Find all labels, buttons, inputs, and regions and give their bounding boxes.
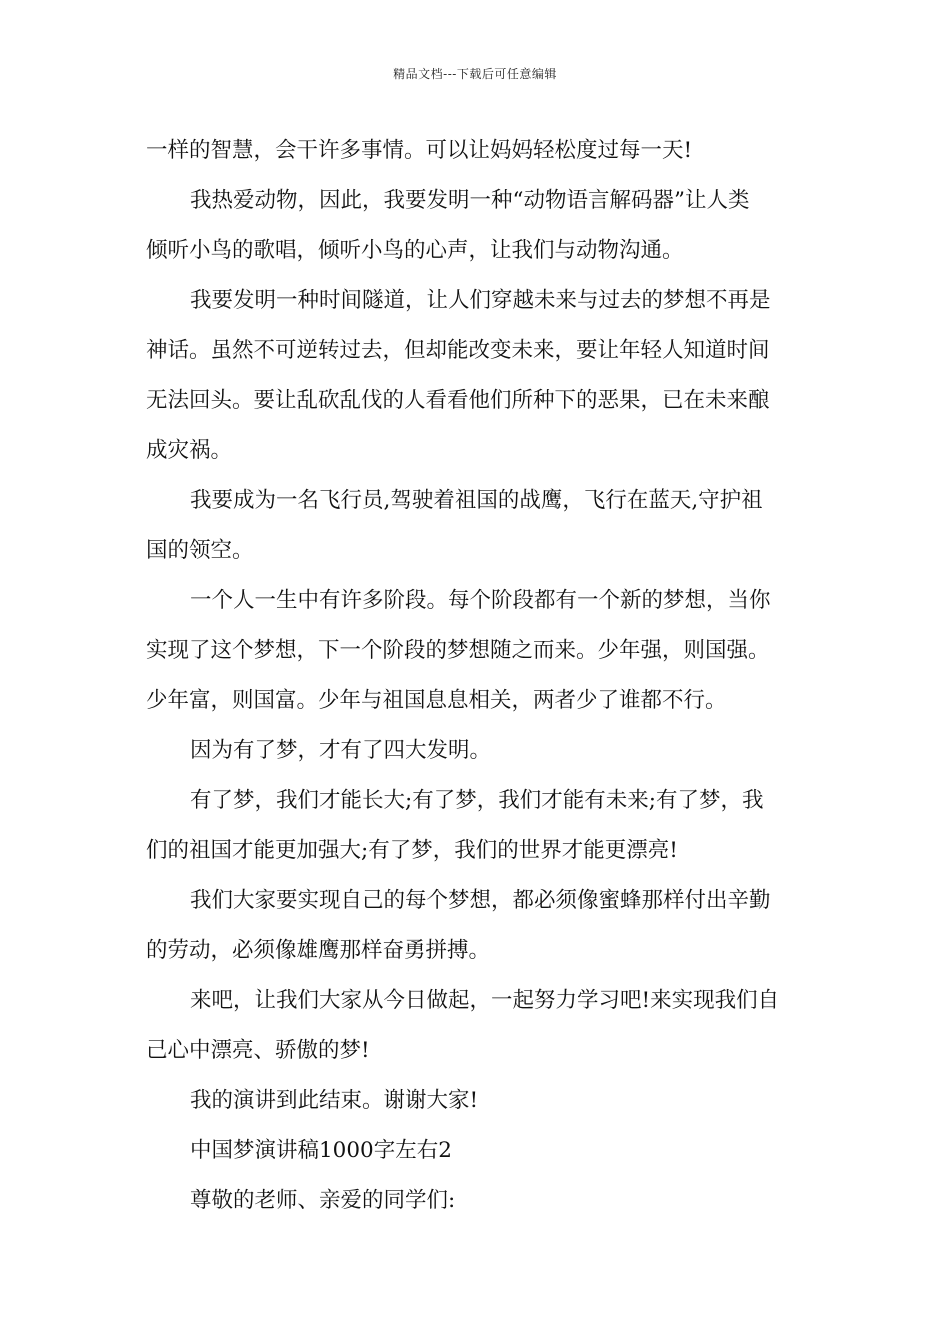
- text-line: 有了梦，我们才能长大;有了梦，我们才能有未来;有了梦，我: [190, 788, 764, 813]
- paragraph: [146, 276, 810, 476]
- text-line: 中国梦演讲稿1000字左右2: [190, 1138, 452, 1163]
- paragraph: [146, 776, 810, 876]
- text-line: 尊敬的老师、亲爱的同学们:: [190, 1188, 456, 1213]
- text-line: 倾听小鸟的歌唱，倾听小鸟的心声，让我们与动物沟通。: [146, 238, 684, 263]
- text-line: 一个人一生中有许多阶段。每个阶段都有一个新的梦想，当你: [190, 588, 771, 613]
- text-line: 无法回头。要让乱砍乱伐的人看看他们所种下的恶果，已在未来酿: [146, 388, 770, 413]
- paragraph: [146, 476, 810, 576]
- text-line: 的劳动，必须像雄鹰那样奋勇拼搏。: [146, 938, 491, 963]
- text-line: 因为有了梦，才有了四大发明。: [190, 738, 492, 763]
- paragraph: [146, 1126, 810, 1176]
- text-line: 我要发明一种时间隧道，让人们穿越未来与过去的梦想不再是: [190, 288, 771, 313]
- text-line: 国的领空。: [146, 538, 254, 563]
- text-line: 我热爱动物，因此，我要发明一种“动物语言解码器”让人类: [190, 188, 750, 213]
- text-line: 少年富，则国富。少年与祖国息息相关，两者少了谁都不行。: [146, 688, 727, 713]
- paragraph: [146, 726, 810, 776]
- paragraph: [146, 1076, 810, 1126]
- paragraph: [146, 1176, 810, 1226]
- text-line: 我要成为一名飞行员,驾驶着祖国的战鹰，飞行在蓝天,守护祖: [190, 488, 763, 513]
- text-line: 们的祖国才能更加强大;有了梦，我们的世界才能更漂亮!: [146, 838, 678, 863]
- text-line: 成灾祸。: [146, 438, 233, 463]
- page-header: 精品文档---下载后可任意编辑: [393, 67, 557, 81]
- text-line: 实现了这个梦想，下一个阶段的梦想随之而来。少年强，则国强。: [146, 638, 770, 663]
- document-body: [146, 126, 810, 1226]
- text-line: 我的演讲到此结束。谢谢大家!: [190, 1088, 479, 1113]
- text-line: 我们大家要实现自己的每个梦想，都必须像蜜蜂那样付出辛勤: [190, 888, 771, 913]
- paragraph: [146, 576, 810, 726]
- paragraph: [146, 126, 810, 176]
- paragraph: [146, 176, 810, 276]
- text-line: 神话。虽然不可逆转过去，但却能改变未来，要让年轻人知道时间: [146, 338, 770, 363]
- text-line: 来吧，让我们大家从今日做起，一起努力学习吧!来实现我们自: [190, 988, 780, 1013]
- paragraph: [146, 976, 810, 1076]
- paragraph: [146, 876, 810, 976]
- text-line: 己心中漂亮、骄傲的梦!: [146, 1038, 370, 1063]
- text-line: 一样的智慧，会干许多事情。可以让妈妈轻松度过每一天!: [146, 138, 693, 163]
